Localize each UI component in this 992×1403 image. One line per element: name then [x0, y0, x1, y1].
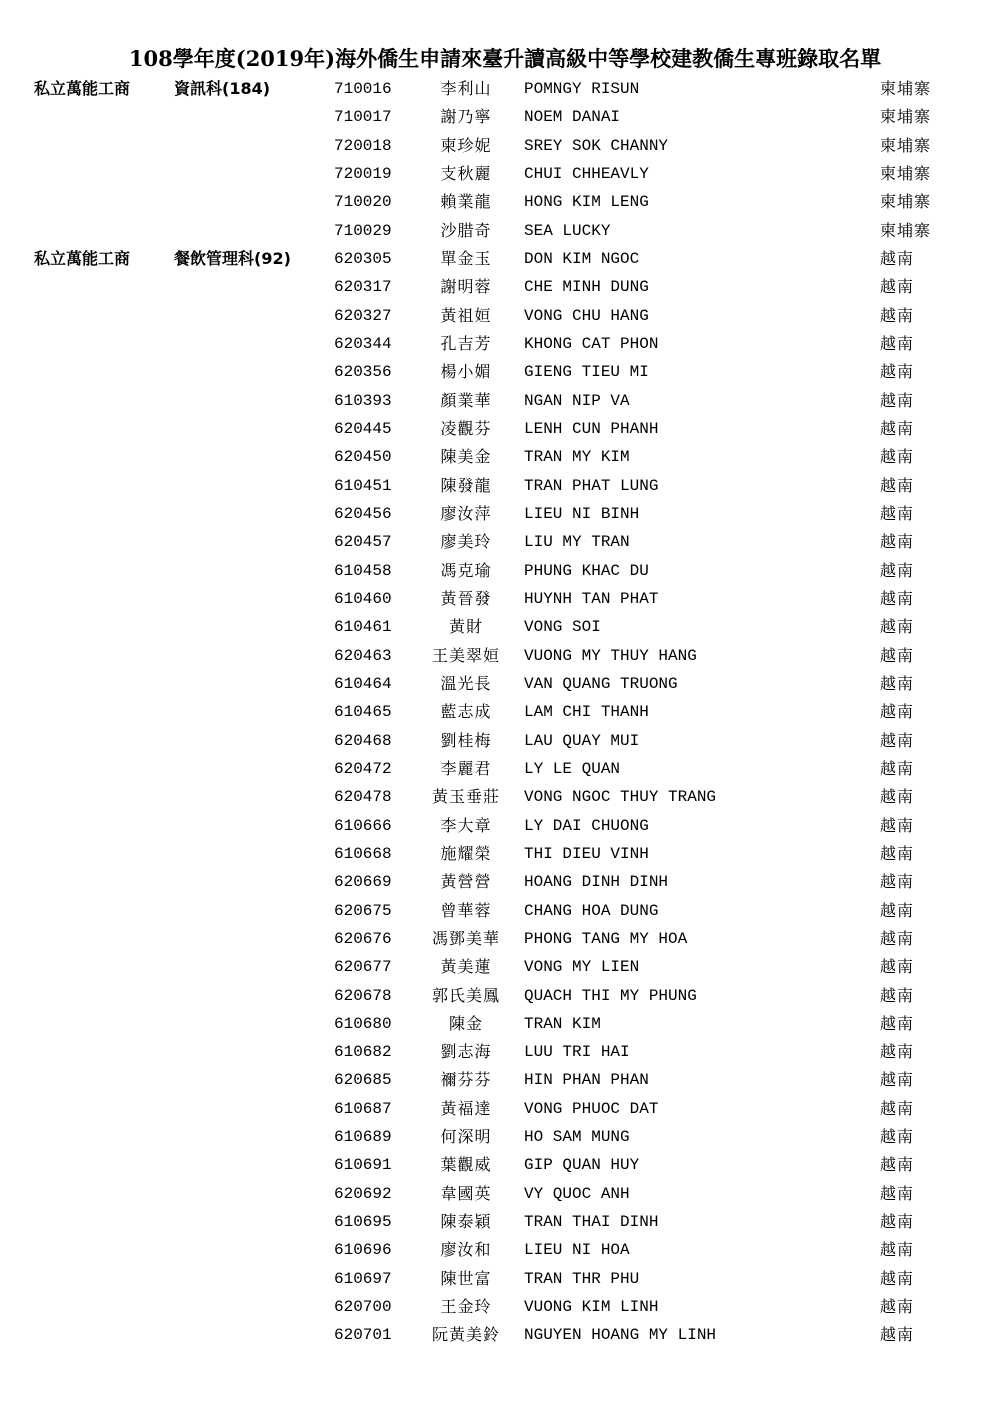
- department-name: 資訊科(184): [174, 79, 271, 98]
- table-row: [0, 273, 992, 301]
- table-row: [0, 1293, 992, 1321]
- table-row: [0, 1180, 992, 1208]
- chinese-name: 曾華蓉: [440, 900, 492, 920]
- english-name: SREY SOK CHANNY: [524, 136, 669, 155]
- english-name: LY DAI CHUONG: [524, 816, 649, 835]
- country: 越南: [880, 673, 915, 693]
- english-name: CHANG HOA DUNG: [524, 901, 659, 920]
- chinese-name: 楊小媚: [440, 362, 492, 382]
- table-row: [0, 812, 992, 840]
- chinese-name: 單金玉: [440, 248, 492, 268]
- country: 越南: [880, 532, 915, 552]
- student-number: 610682: [334, 1043, 392, 1062]
- table-row: [0, 387, 992, 415]
- table-row: [0, 925, 992, 953]
- student-number: 620344: [334, 334, 392, 353]
- chinese-name: 謝乃寧: [440, 107, 492, 127]
- table-row: [0, 557, 992, 585]
- chinese-name: 陳美金: [440, 447, 492, 467]
- school-name: 私立萬能工商: [34, 79, 131, 98]
- table-row: [0, 1123, 992, 1151]
- table-row: [0, 613, 992, 641]
- student-number: 610668: [334, 844, 392, 863]
- country: 越南: [880, 1183, 915, 1203]
- student-number: 710020: [334, 193, 392, 212]
- chinese-name: 沙腊奇: [440, 220, 492, 240]
- chinese-name: 黃財: [448, 617, 483, 637]
- table-row: [0, 245, 992, 273]
- english-name: TRAN THAI DINH: [524, 1213, 659, 1232]
- country: 越南: [880, 503, 915, 523]
- student-number: 620700: [334, 1298, 392, 1317]
- english-name: GIENG TIEU MI: [524, 363, 649, 382]
- english-name: VAN QUANG TRUONG: [524, 674, 678, 693]
- english-name: VONG PHUOC DAT: [524, 1099, 659, 1118]
- english-name: LUU TRI HAI: [524, 1043, 630, 1062]
- english-name: VUONG MY THUY HANG: [524, 646, 697, 665]
- table-row: [0, 868, 992, 896]
- chinese-name: 孔吉芳: [440, 333, 492, 353]
- english-name: NOEM DANAI: [524, 108, 621, 127]
- english-name: VY QUOC ANH: [524, 1184, 630, 1203]
- student-number: 620701: [334, 1326, 392, 1345]
- country: 柬埔寨: [880, 220, 932, 240]
- country: 越南: [880, 645, 915, 665]
- english-name: LIEU NI HOA: [524, 1241, 630, 1260]
- table-row: [0, 727, 992, 755]
- table-row: [0, 1236, 992, 1264]
- country: 越南: [880, 843, 915, 863]
- english-name: LAU QUAY MUI: [524, 731, 640, 750]
- student-number: 610687: [334, 1099, 392, 1118]
- english-name: GIP QUAN HUY: [524, 1156, 640, 1175]
- english-name: TRAN PHAT LUNG: [524, 476, 659, 495]
- student-number: 620327: [334, 306, 392, 325]
- student-number: 620677: [334, 958, 392, 977]
- english-name: TRAN THR PHU: [524, 1269, 640, 1288]
- table-row: [0, 1095, 992, 1123]
- student-number: 710017: [334, 108, 392, 127]
- country: 越南: [880, 872, 915, 892]
- country: 越南: [880, 418, 915, 438]
- student-number: 610451: [334, 476, 392, 495]
- english-name: LIEU NI BINH: [524, 504, 640, 523]
- english-name: NGUYEN HOANG MY LINH: [524, 1326, 717, 1345]
- table-row: [0, 500, 992, 528]
- english-name: LY LE QUAN: [524, 759, 621, 778]
- english-name: HOANG DINH DINH: [524, 873, 669, 892]
- country: 越南: [880, 447, 915, 467]
- student-number: 620305: [334, 249, 392, 268]
- country: 柬埔寨: [880, 107, 932, 127]
- country: 越南: [880, 1013, 915, 1033]
- chinese-name: 郭氏美鳳: [431, 985, 500, 1005]
- country: 越南: [880, 475, 915, 495]
- chinese-name: 何深明: [440, 1127, 492, 1147]
- student-number: 610460: [334, 589, 392, 608]
- english-name: DON KIM NGOC: [524, 249, 640, 268]
- table-row: [0, 585, 992, 613]
- table-row: [0, 1321, 992, 1349]
- chinese-name: 施耀榮: [440, 843, 492, 863]
- student-number: 610680: [334, 1014, 392, 1033]
- english-name: THI DIEU VINH: [524, 844, 649, 863]
- chinese-name: 陳世富: [440, 1268, 492, 1288]
- chinese-name: 顏業華: [440, 390, 492, 410]
- english-name: LENH CUN PHANH: [524, 419, 659, 438]
- admission-list: [0, 75, 992, 1350]
- chinese-name: 黃玉垂莊: [431, 787, 500, 807]
- chinese-name: 廖汝萍: [440, 503, 492, 523]
- student-number: 610691: [334, 1156, 392, 1175]
- chinese-name: 柬珍妮: [440, 135, 492, 155]
- student-number: 610465: [334, 703, 392, 722]
- chinese-name: 劉桂梅: [440, 730, 492, 750]
- country: 越南: [880, 1325, 915, 1345]
- student-number: 710016: [334, 80, 392, 98]
- english-name: POMNGY RISUN: [524, 80, 640, 98]
- chinese-name: 支秋麗: [440, 163, 492, 183]
- country: 越南: [880, 1268, 915, 1288]
- country: 越南: [880, 985, 915, 1005]
- english-name: CHE MINH DUNG: [524, 278, 649, 297]
- table-row: [0, 1265, 992, 1293]
- country: 越南: [880, 333, 915, 353]
- country: 越南: [880, 758, 915, 778]
- student-number: 620676: [334, 929, 392, 948]
- english-name: QUACH THI MY PHUNG: [524, 986, 697, 1005]
- table-row: [0, 642, 992, 670]
- country: 柬埔寨: [880, 135, 932, 155]
- english-name: HIN PHAN PHAN: [524, 1071, 649, 1090]
- chinese-name: 李麗君: [440, 758, 492, 778]
- table-row: [0, 698, 992, 726]
- chinese-name: 馮鄧美華: [431, 928, 500, 948]
- country: 越南: [880, 787, 915, 807]
- student-number: 620685: [334, 1071, 392, 1090]
- table-row: [0, 217, 992, 245]
- student-number: 620457: [334, 533, 392, 552]
- table-row: [0, 472, 992, 500]
- table-row: [0, 982, 992, 1010]
- chinese-name: 黃福達: [440, 1098, 492, 1118]
- country: 越南: [880, 702, 915, 722]
- table-row: [0, 358, 992, 386]
- table-row: [0, 1208, 992, 1236]
- country: 越南: [880, 362, 915, 382]
- student-number: 620463: [334, 646, 392, 665]
- english-name: VONG MY LIEN: [524, 958, 640, 977]
- english-name: HUYNH TAN PHAT: [524, 589, 659, 608]
- country: 越南: [880, 1042, 915, 1062]
- student-number: 620450: [334, 448, 392, 467]
- chinese-name: 凌觀芬: [440, 418, 492, 438]
- english-name: TRAN KIM: [524, 1014, 601, 1033]
- student-number: 610393: [334, 391, 392, 410]
- chinese-name: 溫光長: [440, 673, 492, 693]
- english-name: PHONG TANG MY HOA: [524, 929, 688, 948]
- student-number: 620445: [334, 419, 392, 438]
- chinese-name: 馮克瑜: [440, 560, 492, 580]
- chinese-name: 劉志海: [440, 1042, 492, 1062]
- table-row: [0, 755, 992, 783]
- english-name: HO SAM MUNG: [524, 1128, 630, 1147]
- table-row: [0, 75, 992, 103]
- chinese-name: 韋國英: [440, 1183, 492, 1203]
- student-number: 710029: [334, 221, 392, 240]
- table-row: [0, 330, 992, 358]
- student-number: 620678: [334, 986, 392, 1005]
- page-title: 108學年度(2019年)海外僑生申請來臺升讀高級中等學校建教僑生專班錄取名單: [128, 46, 882, 71]
- table-row: [0, 132, 992, 160]
- chinese-name: 李大章: [440, 815, 492, 835]
- english-name: VONG CHU HANG: [524, 306, 649, 325]
- country: 越南: [880, 1127, 915, 1147]
- english-name: VONG SOI: [524, 618, 601, 637]
- chinese-name: 黃營營: [440, 872, 492, 892]
- chinese-name: 賴業龍: [440, 192, 492, 212]
- table-row: [0, 188, 992, 216]
- chinese-name: 藍志成: [440, 702, 492, 722]
- student-number: 610696: [334, 1241, 392, 1260]
- chinese-name: 廖美玲: [440, 532, 492, 552]
- student-number: 620692: [334, 1184, 392, 1203]
- student-number: 620317: [334, 278, 392, 297]
- country: 越南: [880, 588, 915, 608]
- department-name: 餐飲管理科(92): [174, 248, 291, 268]
- chinese-name: 謝明蓉: [440, 277, 492, 297]
- table-row: [0, 302, 992, 330]
- student-number: 620472: [334, 759, 392, 778]
- chinese-name: 陳金: [448, 1013, 483, 1033]
- student-number: 620356: [334, 363, 392, 382]
- chinese-name: 禰芬芬: [440, 1070, 492, 1090]
- country: 越南: [880, 1155, 915, 1175]
- student-number: 610461: [334, 618, 392, 637]
- student-number: 620468: [334, 731, 392, 750]
- student-number: 610464: [334, 674, 392, 693]
- student-number: 720019: [334, 164, 392, 183]
- chinese-name: 廖汝和: [440, 1240, 492, 1260]
- table-row: [0, 1066, 992, 1094]
- country: 越南: [880, 928, 915, 948]
- student-number: 620456: [334, 504, 392, 523]
- country: 越南: [880, 248, 915, 268]
- table-row: [0, 1151, 992, 1179]
- country: 越南: [880, 560, 915, 580]
- country: 越南: [880, 815, 915, 835]
- country: 柬埔寨: [880, 79, 932, 98]
- country: 越南: [880, 1212, 915, 1232]
- student-number: 610458: [334, 561, 392, 580]
- table-row: [0, 897, 992, 925]
- student-number: 620669: [334, 873, 392, 892]
- english-name: SEA LUCKY: [524, 221, 611, 240]
- chinese-name: 王金玲: [440, 1297, 492, 1317]
- country: 越南: [880, 957, 915, 977]
- country: 越南: [880, 390, 915, 410]
- chinese-name: 李利山: [440, 79, 492, 98]
- student-number: 610695: [334, 1213, 392, 1232]
- chinese-name: 黃晉發: [440, 588, 492, 608]
- table-row: [0, 953, 992, 981]
- country: 柬埔寨: [880, 163, 932, 183]
- chinese-name: 陳泰穎: [440, 1212, 492, 1232]
- chinese-name: 葉觀威: [440, 1155, 492, 1175]
- table-row: [0, 160, 992, 188]
- country: 越南: [880, 1240, 915, 1260]
- english-name: VUONG KIM LINH: [524, 1298, 659, 1317]
- chinese-name: 陳發龍: [440, 475, 492, 495]
- country: 越南: [880, 617, 915, 637]
- student-number: 610697: [334, 1269, 392, 1288]
- chinese-name: 阮黃美鈴: [431, 1325, 500, 1345]
- student-number: 620478: [334, 788, 392, 807]
- chinese-name: 王美翠姮: [431, 645, 500, 665]
- country: 越南: [880, 730, 915, 750]
- country: 越南: [880, 1098, 915, 1118]
- school-name: 私立萬能工商: [34, 248, 131, 268]
- table-row: [0, 103, 992, 131]
- table-row: [0, 443, 992, 471]
- country: 越南: [880, 1297, 915, 1317]
- student-number: 610666: [334, 816, 392, 835]
- english-name: PHUNG KHAC DU: [524, 561, 649, 580]
- table-row: [0, 528, 992, 556]
- english-name: LIU MY TRAN: [524, 533, 630, 552]
- english-name: TRAN MY KIM: [524, 448, 630, 467]
- chinese-name: 黃美蓮: [440, 957, 492, 977]
- table-row: [0, 1038, 992, 1066]
- table-row: [0, 670, 992, 698]
- table-row: [0, 1010, 992, 1038]
- english-name: HONG KIM LENG: [524, 193, 649, 212]
- english-name: CHUI CHHEAVLY: [524, 164, 649, 183]
- table-row: [0, 783, 992, 811]
- student-number: 720018: [334, 136, 392, 155]
- chinese-name: 黃祖姮: [440, 305, 492, 325]
- student-number: 620675: [334, 901, 392, 920]
- country: 越南: [880, 900, 915, 920]
- english-name: KHONG CAT PHON: [524, 334, 659, 353]
- english-name: VONG NGOC THUY TRANG: [524, 788, 717, 807]
- table-row: [0, 415, 992, 443]
- country: 越南: [880, 277, 915, 297]
- english-name: LAM CHI THANH: [524, 703, 649, 722]
- english-name: NGAN NIP VA: [524, 391, 630, 410]
- country: 越南: [880, 305, 915, 325]
- country: 越南: [880, 1070, 915, 1090]
- country: 柬埔寨: [880, 192, 932, 212]
- table-row: [0, 840, 992, 868]
- student-number: 610689: [334, 1128, 392, 1147]
